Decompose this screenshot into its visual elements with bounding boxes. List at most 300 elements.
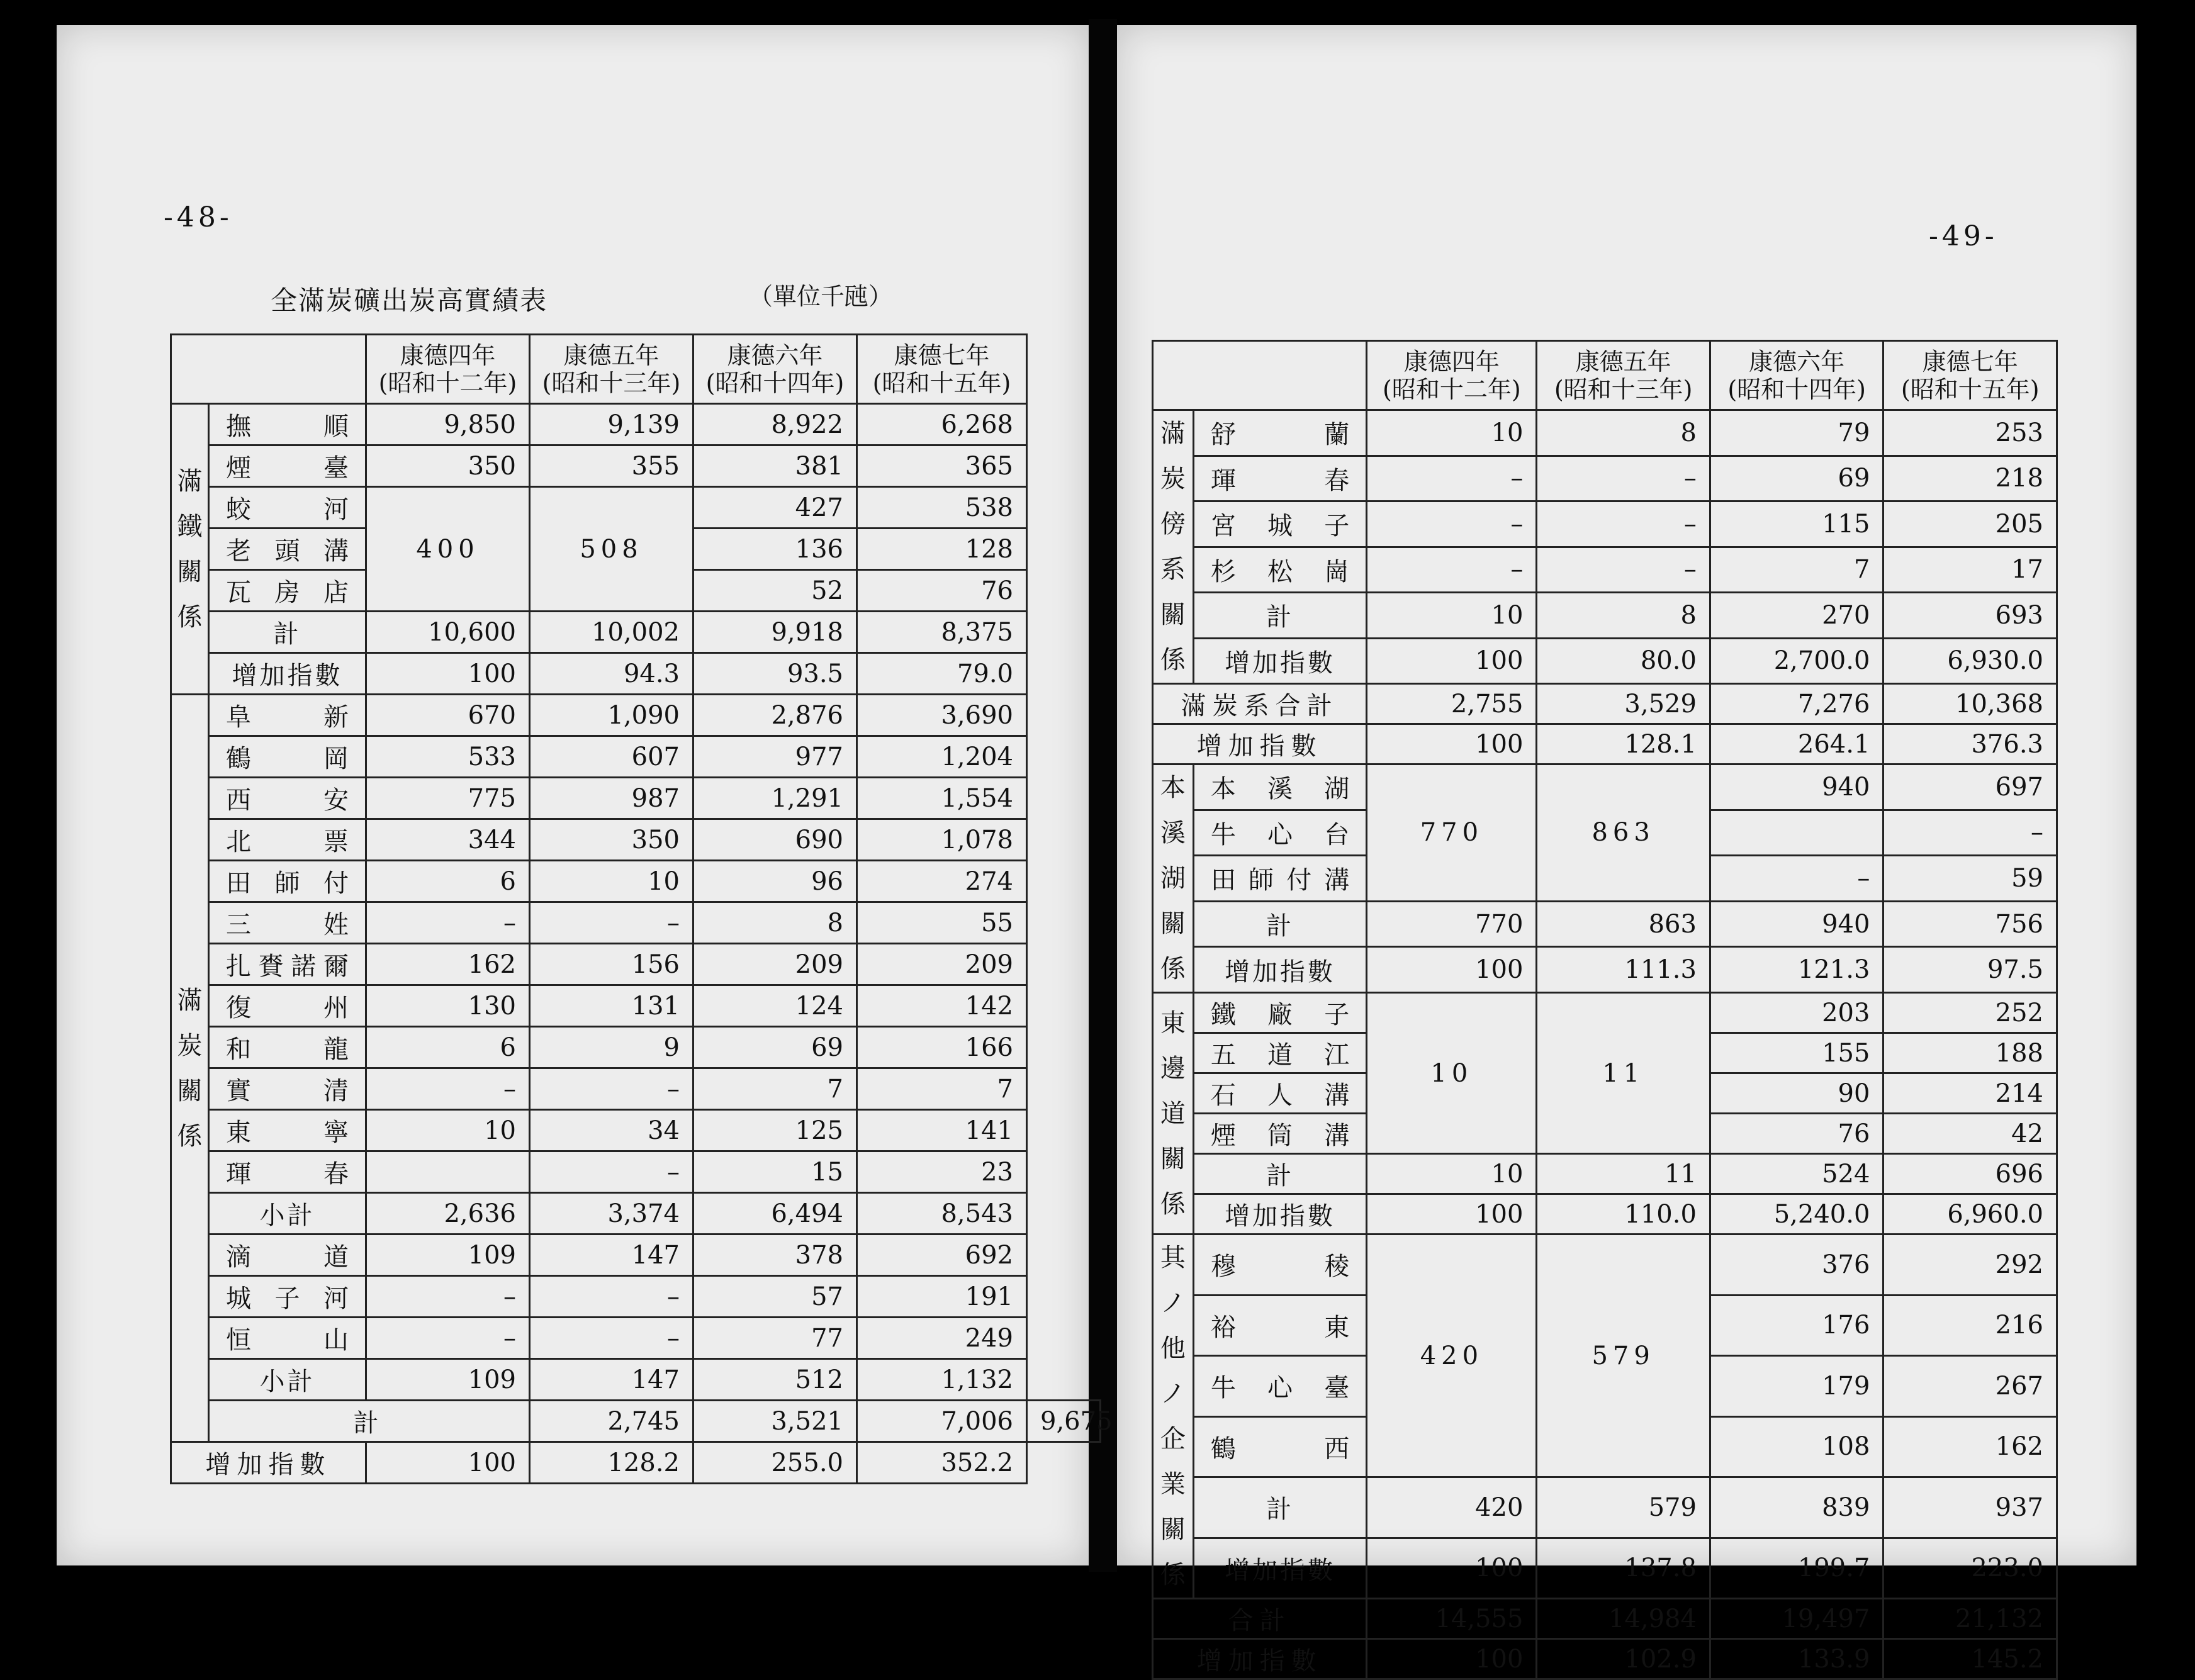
value-cell: 6,494: [693, 1193, 857, 1235]
value-cell: 102.9: [1537, 1639, 1710, 1679]
value-cell: 131: [530, 985, 693, 1027]
value-cell: 125: [693, 1110, 857, 1151]
value-cell: 355: [530, 445, 693, 487]
table-row: [171, 985, 1101, 1027]
row-label: 小計: [209, 1193, 366, 1235]
value-cell: 128.2: [530, 1442, 693, 1484]
table-row: [1153, 593, 2057, 639]
value-cell: 253: [1883, 410, 2057, 456]
group-label-text: 滿炭關係: [177, 985, 203, 1151]
row-label: 蛟河: [209, 487, 366, 529]
value-cell: 756: [1883, 901, 2057, 947]
value-cell: 93.5: [693, 653, 857, 695]
table-row: [171, 736, 1101, 778]
value-cell: 376.3: [1883, 724, 2057, 764]
value-cell: 166: [857, 1027, 1027, 1068]
value-cell: 97.5: [1883, 947, 2057, 993]
table-row: [1153, 947, 2057, 993]
header-text: 康德四年 (昭和十二年): [1383, 347, 1521, 403]
row-label: 牛心台: [1193, 810, 1367, 856]
table-row: [171, 487, 1101, 529]
value-cell: 1,204: [857, 736, 1027, 778]
table-row: [171, 404, 1101, 445]
row-label: 計: [209, 612, 366, 653]
row-label: 阜新: [209, 695, 366, 736]
value-cell: 3,690: [857, 695, 1027, 736]
group-label: [171, 695, 209, 1442]
row-label: 田師付: [209, 861, 366, 902]
value-cell: 176: [1710, 1295, 1883, 1356]
table-row: [1153, 901, 2057, 947]
value-cell: 3,521: [693, 1401, 857, 1442]
value-cell: –: [1537, 456, 1710, 501]
header-text: 康德五年 (昭和十三年): [1554, 347, 1693, 403]
value-cell: 607: [530, 736, 693, 778]
value-cell: 770: [1367, 764, 1537, 902]
right-page: [1117, 25, 2136, 1676]
value-cell: 292: [1883, 1235, 2057, 1296]
value-cell: –: [530, 902, 693, 944]
value-cell: 7: [857, 1068, 1027, 1110]
value-cell: 693: [1883, 593, 2057, 639]
row-label: 牛心臺: [1193, 1356, 1367, 1417]
row-label: 本溪湖: [1193, 764, 1367, 810]
value-cell: 1,554: [857, 778, 1027, 819]
value-cell: 376: [1710, 1235, 1883, 1296]
table-row: [1153, 1538, 2057, 1599]
value-cell: 77: [693, 1318, 857, 1359]
value-cell: 10: [1367, 593, 1537, 639]
value-cell: –: [530, 1151, 693, 1193]
value-cell: 218: [1883, 456, 2057, 501]
value-cell: 839: [1710, 1477, 1883, 1538]
value-cell: 538: [857, 487, 1027, 529]
value-cell: 696: [1883, 1154, 2057, 1194]
row-label: 琿春: [1193, 456, 1367, 501]
table-row: [171, 1151, 1101, 1193]
group-label: [1153, 993, 1194, 1235]
value-cell: 863: [1537, 764, 1710, 902]
row-label: 城子河: [209, 1276, 366, 1318]
table-row: [1153, 724, 2057, 764]
value-cell: 365: [857, 445, 1027, 487]
value-cell: 142: [857, 985, 1027, 1027]
table-row: [171, 1359, 1101, 1401]
value-cell: 147: [530, 1235, 693, 1276]
value-cell: 11: [1537, 1154, 1710, 1194]
value-cell: 8: [1537, 593, 1710, 639]
header-col-3: [1710, 341, 1883, 410]
value-cell: 96: [693, 861, 857, 902]
value-cell: 5,240.0: [1710, 1194, 1883, 1235]
table-row: [171, 902, 1101, 944]
value-cell: 940: [1710, 901, 1883, 947]
value-cell: 147: [530, 1359, 693, 1401]
value-cell: 121.3: [1710, 947, 1883, 993]
group-label-text: 滿鐵關係: [177, 466, 203, 632]
value-cell: 249: [857, 1318, 1027, 1359]
value-cell: 697: [1883, 764, 2057, 810]
value-cell: 1,090: [530, 695, 693, 736]
value-cell: 141: [857, 1110, 1027, 1151]
value-cell: 264.1: [1710, 724, 1883, 764]
value-cell: 420: [1367, 1477, 1537, 1538]
value-cell: 209: [693, 944, 857, 985]
table-row: [171, 612, 1101, 653]
value-cell: –: [530, 1318, 693, 1359]
value-cell: 14,984: [1537, 1599, 1710, 1639]
value-cell: 3,529: [1537, 684, 1710, 724]
header-col-2: [1537, 341, 1710, 410]
value-cell: 6,268: [857, 404, 1027, 445]
table-row: [171, 1235, 1101, 1276]
table-row: [171, 1027, 1101, 1068]
row-label: 田師付溝: [1193, 856, 1367, 902]
value-cell: 137.8: [1537, 1538, 1710, 1599]
left-page: [57, 25, 1113, 1565]
header-blank: [171, 335, 366, 404]
value-cell: 1,078: [857, 819, 1027, 861]
value-cell: 10,368: [1883, 684, 2057, 724]
value-cell: –: [1537, 501, 1710, 547]
row-label: 計: [1193, 1154, 1367, 1194]
value-cell: 8,543: [857, 1193, 1027, 1235]
row-label: 合計: [1153, 1599, 1367, 1639]
row-label: 鐵廠子: [1193, 993, 1367, 1033]
group-label: [1153, 764, 1194, 993]
value-cell: 508: [530, 487, 693, 612]
value-cell: 6,930.0: [1883, 638, 2057, 684]
row-label: 滿炭系合計: [1153, 684, 1367, 724]
value-cell: 512: [693, 1359, 857, 1401]
value-cell: 670: [366, 695, 530, 736]
value-cell: 255.0: [693, 1442, 857, 1484]
table-row: [1153, 1194, 2057, 1235]
value-cell: –: [530, 1276, 693, 1318]
value-cell: –: [1367, 456, 1537, 501]
value-cell: 940: [1710, 764, 1883, 810]
value-cell: 690: [693, 819, 857, 861]
value-cell: –: [366, 1068, 530, 1110]
value-cell: –: [530, 1068, 693, 1110]
value-cell: 69: [693, 1027, 857, 1068]
value-cell: 223.0: [1883, 1538, 2057, 1599]
left-table-body: [171, 404, 1113, 1484]
value-cell: 34: [530, 1110, 693, 1151]
row-label: 三姓: [209, 902, 366, 944]
value-cell: 136: [693, 529, 857, 570]
value-cell: 214: [1883, 1073, 2057, 1114]
value-cell: 162: [1883, 1416, 2057, 1477]
left-production-table: [170, 333, 1113, 1484]
value-cell: 252: [1883, 993, 2057, 1033]
row-label: 計: [209, 1401, 530, 1442]
value-cell: 108: [1710, 1416, 1883, 1477]
value-cell: [1710, 810, 1883, 856]
table-row: [171, 695, 1101, 736]
row-label: 鶴西: [1193, 1416, 1367, 1477]
value-cell: 10: [530, 861, 693, 902]
value-cell: –: [1710, 856, 1883, 902]
value-cell: 2,755: [1367, 684, 1537, 724]
table-row: [171, 1110, 1101, 1151]
value-cell: 23: [857, 1151, 1027, 1193]
value-cell: 100: [1367, 1538, 1537, 1599]
value-cell: 533: [366, 736, 530, 778]
value-cell: 21,132: [1883, 1599, 2057, 1639]
table-row: [171, 861, 1101, 902]
value-cell: –: [1883, 810, 2057, 856]
header-text: 康德六年 (昭和十四年): [1727, 347, 1866, 403]
value-cell: 344: [366, 819, 530, 861]
value-cell: 378: [693, 1235, 857, 1276]
row-label: 鶴岡: [209, 736, 366, 778]
value-cell: 9,918: [693, 612, 857, 653]
value-cell: 133.9: [1710, 1639, 1883, 1679]
value-cell: [366, 1151, 530, 1193]
value-cell: 10: [1367, 1154, 1537, 1194]
row-label: 煙臺: [209, 445, 366, 487]
value-cell: 2,745: [530, 1401, 693, 1442]
value-cell: 267: [1883, 1356, 2057, 1417]
table-row: [171, 944, 1101, 985]
row-label: 五道江: [1193, 1033, 1367, 1073]
table-row: [171, 1442, 1101, 1484]
header-text: 康德七年 (昭和十五年): [872, 341, 1011, 397]
value-cell: 381: [693, 445, 857, 487]
row-label: 穆稜: [1193, 1235, 1367, 1296]
table-row: [1153, 456, 2057, 501]
row-label: 扎賚諾爾: [209, 944, 366, 985]
value-cell: 52: [693, 570, 857, 612]
table-row: [1153, 1477, 2057, 1538]
value-cell: 350: [366, 445, 530, 487]
table-title: 全滿炭礦出炭高實績表: [271, 285, 548, 316]
row-label: 石人溝: [1193, 1073, 1367, 1114]
value-cell: 400: [366, 487, 530, 612]
value-cell: 79: [1710, 410, 1883, 456]
row-label: 撫順: [209, 404, 366, 445]
header-col-4: [857, 335, 1027, 404]
value-cell: 10: [366, 1110, 530, 1151]
right-table-body: [1153, 410, 2057, 1679]
value-cell: 692: [857, 1235, 1027, 1276]
value-cell: 7: [1710, 547, 1883, 593]
row-label: 增加指數: [1153, 1639, 1367, 1679]
value-cell: –: [1537, 547, 1710, 593]
row-label: 增加指數: [1153, 724, 1367, 764]
value-cell: 9,675: [1027, 1401, 1101, 1442]
row-label: 舒蘭: [1193, 410, 1367, 456]
value-cell: 191: [857, 1276, 1027, 1318]
row-label: 復州: [209, 985, 366, 1027]
row-label: 琿春: [209, 1151, 366, 1193]
row-label: 和龍: [209, 1027, 366, 1068]
table-row: [171, 1318, 1101, 1359]
value-cell: 2,636: [366, 1193, 530, 1235]
value-cell: 863: [1537, 901, 1710, 947]
row-label: 瓦房店: [209, 570, 366, 612]
value-cell: 270: [1710, 593, 1883, 639]
right-production-table: [1152, 340, 2058, 1680]
group-label-text: 滿炭傍系關係: [1160, 419, 1186, 675]
value-cell: 100: [366, 653, 530, 695]
table-row: [171, 445, 1101, 487]
value-cell: –: [366, 902, 530, 944]
value-cell: –: [1367, 547, 1537, 593]
table-row: [171, 778, 1101, 819]
row-label: 杉松崗: [1193, 547, 1367, 593]
table-row: [1153, 501, 2057, 547]
value-cell: 76: [1710, 1114, 1883, 1154]
group-label-text: 東邊道關係: [1160, 1008, 1186, 1219]
value-cell: 7,006: [857, 1401, 1027, 1442]
value-cell: 188: [1883, 1033, 2057, 1073]
value-cell: 110.0: [1537, 1194, 1710, 1235]
value-cell: 145.2: [1883, 1639, 2057, 1679]
value-cell: –: [366, 1276, 530, 1318]
value-cell: 8,922: [693, 404, 857, 445]
value-cell: 205: [1883, 501, 2057, 547]
header-text: 康德五年 (昭和十三年): [542, 341, 681, 397]
header-col-3: [693, 335, 857, 404]
value-cell: 274: [857, 861, 1027, 902]
page-number-left: -48-: [164, 201, 233, 233]
value-cell: 55: [857, 902, 1027, 944]
value-cell: 111.3: [1537, 947, 1710, 993]
header-col-2: [530, 335, 693, 404]
group-label: [171, 404, 209, 695]
value-cell: 9,850: [366, 404, 530, 445]
value-cell: 352.2: [857, 1442, 1027, 1484]
row-label: 計: [1193, 901, 1367, 947]
value-cell: –: [366, 1318, 530, 1359]
row-label: 小計: [209, 1359, 366, 1401]
value-cell: 109: [366, 1359, 530, 1401]
value-cell: 11: [1537, 993, 1710, 1154]
value-cell: 100: [1367, 638, 1537, 684]
table-row: [1153, 684, 2057, 724]
value-cell: 6: [366, 1027, 530, 1068]
value-cell: 109: [366, 1235, 530, 1276]
value-cell: 69: [1710, 456, 1883, 501]
value-cell: 6: [366, 861, 530, 902]
row-label: 滴道: [209, 1235, 366, 1276]
header-col-1: [1367, 341, 1537, 410]
value-cell: 59: [1883, 856, 2057, 902]
table-row: [171, 1276, 1101, 1318]
row-label: 計: [1193, 593, 1367, 639]
row-label: 裕東: [1193, 1295, 1367, 1356]
row-label: 東寧: [209, 1110, 366, 1151]
value-cell: 1,132: [857, 1359, 1027, 1401]
value-cell: 203: [1710, 993, 1883, 1033]
row-label: 煙筒溝: [1193, 1114, 1367, 1154]
value-cell: 987: [530, 778, 693, 819]
value-cell: 80.0: [1537, 638, 1710, 684]
value-cell: 130: [366, 985, 530, 1027]
value-cell: 579: [1537, 1235, 1710, 1477]
value-cell: 10,002: [530, 612, 693, 653]
group-label: [1153, 1235, 1194, 1599]
group-label: [1153, 410, 1194, 684]
value-cell: 17: [1883, 547, 2057, 593]
value-cell: 100: [366, 1442, 530, 1484]
unit-label: （單位千瓲）: [749, 283, 893, 310]
row-label: 增加指數: [1193, 1194, 1367, 1235]
value-cell: 9,139: [530, 404, 693, 445]
value-cell: 8,375: [857, 612, 1027, 653]
table-row: [1153, 547, 2057, 593]
page-number-right: -49-: [1929, 220, 1998, 252]
row-label: 計: [1193, 1477, 1367, 1538]
table-row: [171, 1193, 1101, 1235]
value-cell: 937: [1883, 1477, 2057, 1538]
value-cell: 216: [1883, 1295, 2057, 1356]
table-row: [1153, 764, 2057, 810]
header-text: 康德七年 (昭和十五年): [1900, 347, 2040, 403]
header-col-4: [1883, 341, 2057, 410]
value-cell: 8: [693, 902, 857, 944]
header-text: 康德六年 (昭和十四年): [705, 341, 845, 397]
table-row: [1153, 1235, 2057, 1296]
value-cell: 2,700.0: [1710, 638, 1883, 684]
header-col-1: [366, 335, 530, 404]
value-cell: 775: [366, 778, 530, 819]
value-cell: 770: [1367, 901, 1537, 947]
table-row: [1153, 410, 2057, 456]
table-row: [1153, 1599, 2057, 1639]
row-label: 增加指數: [171, 1442, 366, 1484]
value-cell: 2,876: [693, 695, 857, 736]
value-cell: 427: [693, 487, 857, 529]
value-cell: 8: [1537, 410, 1710, 456]
value-cell: 7,276: [1710, 684, 1883, 724]
value-cell: 10: [1367, 993, 1537, 1154]
header-text: 康德四年 (昭和十二年): [378, 341, 517, 397]
value-cell: 420: [1367, 1235, 1537, 1477]
value-cell: 124: [693, 985, 857, 1027]
value-cell: 7: [693, 1068, 857, 1110]
value-cell: 100: [1367, 1194, 1537, 1235]
value-cell: 128: [857, 529, 1027, 570]
value-cell: 579: [1537, 1477, 1710, 1538]
value-cell: 100: [1367, 1639, 1537, 1679]
row-label: 實清: [209, 1068, 366, 1110]
value-cell: 209: [857, 944, 1027, 985]
value-cell: 6,960.0: [1883, 1194, 2057, 1235]
value-cell: 9: [530, 1027, 693, 1068]
table-row: [1153, 1639, 2057, 1679]
value-cell: 100: [1367, 947, 1537, 993]
value-cell: 76: [857, 570, 1027, 612]
value-cell: 156: [530, 944, 693, 985]
value-cell: 199.7: [1710, 1538, 1883, 1599]
row-label: 恒山: [209, 1318, 366, 1359]
table-row: [1153, 993, 2057, 1033]
value-cell: 115: [1710, 501, 1883, 547]
table-row: [171, 819, 1101, 861]
value-cell: 155: [1710, 1033, 1883, 1073]
table-row: [171, 1401, 1101, 1442]
row-label: 老頭溝: [209, 529, 366, 570]
table-row: [171, 1068, 1101, 1110]
value-cell: 350: [530, 819, 693, 861]
table-row: [1153, 638, 2057, 684]
row-label: 增加指數: [1193, 1538, 1367, 1599]
value-cell: 94.3: [530, 653, 693, 695]
row-label: 增加指數: [1193, 638, 1367, 684]
